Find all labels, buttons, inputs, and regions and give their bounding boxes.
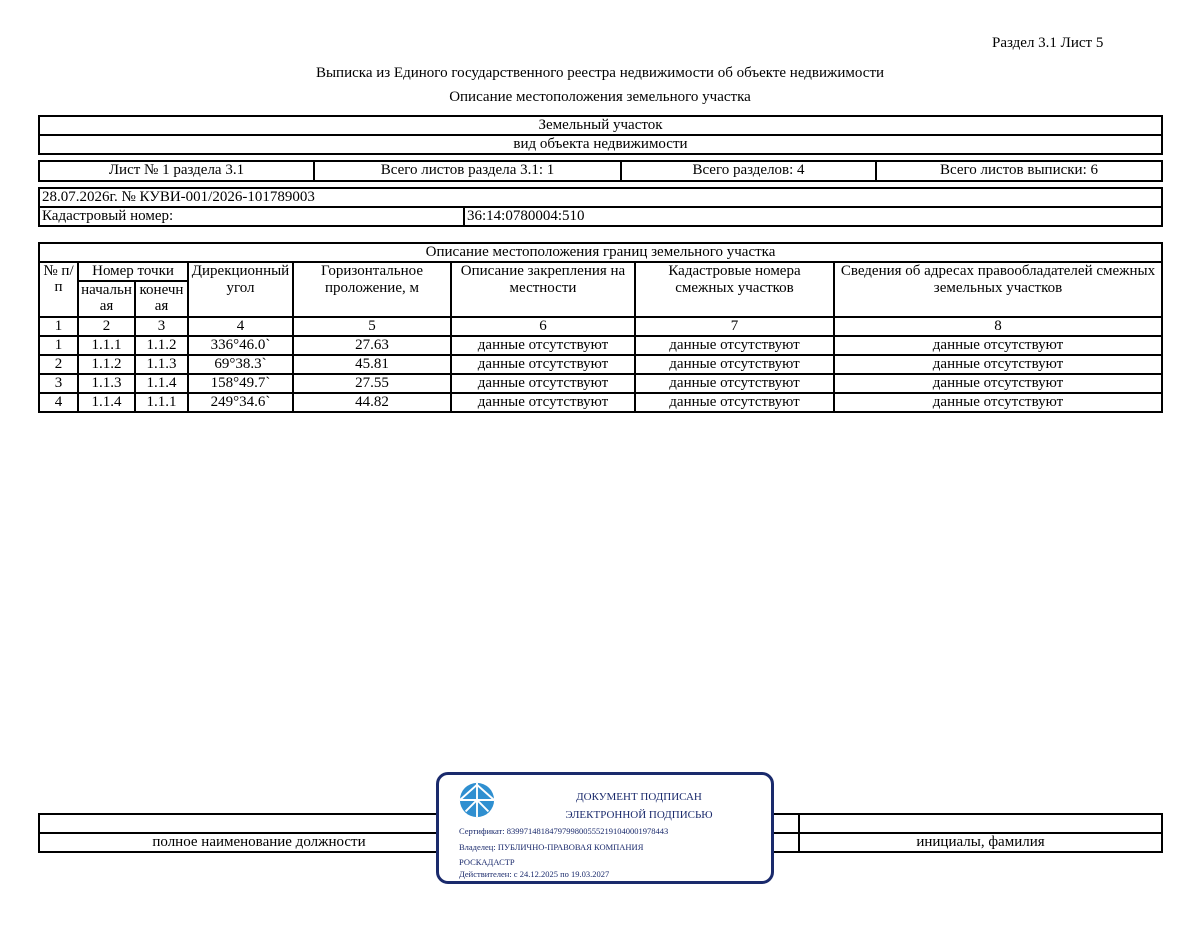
cell-neighbors: данные отсутствуют bbox=[635, 374, 834, 393]
table-row bbox=[39, 393, 1162, 412]
cell-length: 44.82 bbox=[293, 393, 451, 412]
table-row bbox=[39, 336, 1162, 355]
cell-point-end: 1.1.4 bbox=[135, 374, 188, 393]
cell-neighbors: данные отсутствуют bbox=[635, 393, 834, 412]
column-numbers-row bbox=[39, 317, 1162, 336]
document-date-number: 28.07.2026г. № КУВИ-001/2026-101789003 bbox=[39, 188, 1162, 207]
section-sheet-label: Раздел 3.1 Лист 5 bbox=[992, 35, 1104, 51]
cadastral-number-label: Кадастровый номер: bbox=[39, 207, 464, 226]
cell-angle: 158°49.7` bbox=[188, 374, 293, 393]
cell-point-end: 1.1.3 bbox=[135, 355, 188, 374]
cell-angle: 69°38.3` bbox=[188, 355, 293, 374]
cell-length: 27.63 bbox=[293, 336, 451, 355]
header-neighbors: Кадастровые номера смежных участков bbox=[635, 262, 834, 317]
cell-angle: 336°46.0` bbox=[188, 336, 293, 355]
cell-fixing: данные отсутствуют bbox=[451, 355, 635, 374]
stamp-certificate: Сертификат: 8399714818479799800555219104000197844З bbox=[459, 826, 669, 836]
document-subtitle: Описание местоположения земельного участка bbox=[449, 89, 751, 105]
cell-owners: данные отсутствуют bbox=[834, 355, 1162, 374]
cell-owners: данные отсутствуют bbox=[834, 393, 1162, 412]
stamp-valid: Действителен: с 24.12.2025 по 19.03.2027 bbox=[459, 869, 610, 879]
col-number: 3 bbox=[135, 317, 188, 336]
header-length: Горизонтальное проложение, м bbox=[293, 262, 451, 317]
cell-point-start: 1.1.4 bbox=[78, 393, 135, 412]
position-blank bbox=[39, 814, 479, 833]
cell-num: 3 bbox=[39, 374, 78, 393]
cell-owners: данные отсутствуют bbox=[834, 336, 1162, 355]
stamp-line2: ЭЛЕКТРОННОЙ ПОДПИСЬЮ bbox=[565, 809, 713, 821]
cell-point-start: 1.1.2 bbox=[78, 355, 135, 374]
cell-point-start: 1.1.1 bbox=[78, 336, 135, 355]
sheet-number: Лист № 1 раздела 3.1 bbox=[39, 161, 314, 181]
header-owners: Сведения об адресах правообладателей смежных земельных участков bbox=[834, 262, 1162, 317]
header-point: Номер точки bbox=[78, 262, 188, 281]
cell-point-start: 1.1.3 bbox=[78, 374, 135, 393]
col-number: 1 bbox=[39, 317, 78, 336]
cell-length: 45.81 bbox=[293, 355, 451, 374]
cell-fixing: данные отсутствуют bbox=[451, 393, 635, 412]
stamp-line1: ДОКУМЕНТ ПОДПИСАН bbox=[576, 791, 702, 803]
cell-length: 27.55 bbox=[293, 374, 451, 393]
electronic-signature-stamp bbox=[436, 772, 774, 884]
cell-angle: 249°34.6` bbox=[188, 393, 293, 412]
document-info-table bbox=[38, 187, 1163, 227]
stamp-owner2: РОСКАДАСТР bbox=[459, 857, 515, 867]
header-fixing: Описание закрепления на местности bbox=[451, 262, 635, 317]
bounds-table bbox=[38, 242, 1163, 413]
col-number: 7 bbox=[635, 317, 834, 336]
total-sections: Всего разделов: 4 bbox=[621, 161, 876, 181]
col-number: 4 bbox=[188, 317, 293, 336]
total-sheets-section: Всего листов раздела 3.1: 1 bbox=[314, 161, 621, 181]
col-number: 8 bbox=[834, 317, 1162, 336]
sheet-info-table bbox=[38, 160, 1163, 182]
header-num: № п/п bbox=[39, 262, 78, 317]
stamp-owner: Владелец: ПУБЛИЧНО-ПРАВОВАЯ КОМПАНИЯ bbox=[459, 842, 644, 852]
bounds-title: Описание местоположения границ земельного участка bbox=[39, 243, 1162, 262]
object-type-table bbox=[38, 115, 1163, 155]
cell-point-end: 1.1.2 bbox=[135, 336, 188, 355]
table-row bbox=[39, 355, 1162, 374]
cell-owners: данные отсутствуют bbox=[834, 374, 1162, 393]
header-angle: Дирекционный угол bbox=[188, 262, 293, 317]
name-label: инициалы, фамилия bbox=[799, 833, 1162, 852]
rosreestr-logo-icon bbox=[458, 781, 496, 819]
cell-neighbors: данные отсутствуют bbox=[635, 336, 834, 355]
object-kind-label: вид объекта недвижимости bbox=[39, 135, 1162, 154]
cadastral-number-value: 36:14:0780004:510 bbox=[464, 207, 1162, 226]
document-title: Выписка из Единого государственного реестра недвижимости об объекте недвижимости bbox=[315, 65, 885, 81]
col-number: 5 bbox=[293, 317, 451, 336]
object-name: Земельный участок bbox=[39, 116, 1162, 135]
cell-num: 2 bbox=[39, 355, 78, 374]
table-row bbox=[39, 374, 1162, 393]
name-blank bbox=[799, 814, 1162, 833]
cell-point-end: 1.1.1 bbox=[135, 393, 188, 412]
col-number: 6 bbox=[451, 317, 635, 336]
position-label: полное наименование должности bbox=[39, 833, 479, 852]
cell-neighbors: данные отсутствуют bbox=[635, 355, 834, 374]
cell-fixing: данные отсутствуют bbox=[451, 336, 635, 355]
header-point-end: конечн ая bbox=[135, 281, 188, 317]
col-number: 2 bbox=[78, 317, 135, 336]
header-point-start: начальн ая bbox=[78, 281, 135, 317]
total-sheets-extract: Всего листов выписки: 6 bbox=[876, 161, 1162, 181]
cell-num: 1 bbox=[39, 336, 78, 355]
cell-fixing: данные отсутствуют bbox=[451, 374, 635, 393]
cell-num: 4 bbox=[39, 393, 78, 412]
